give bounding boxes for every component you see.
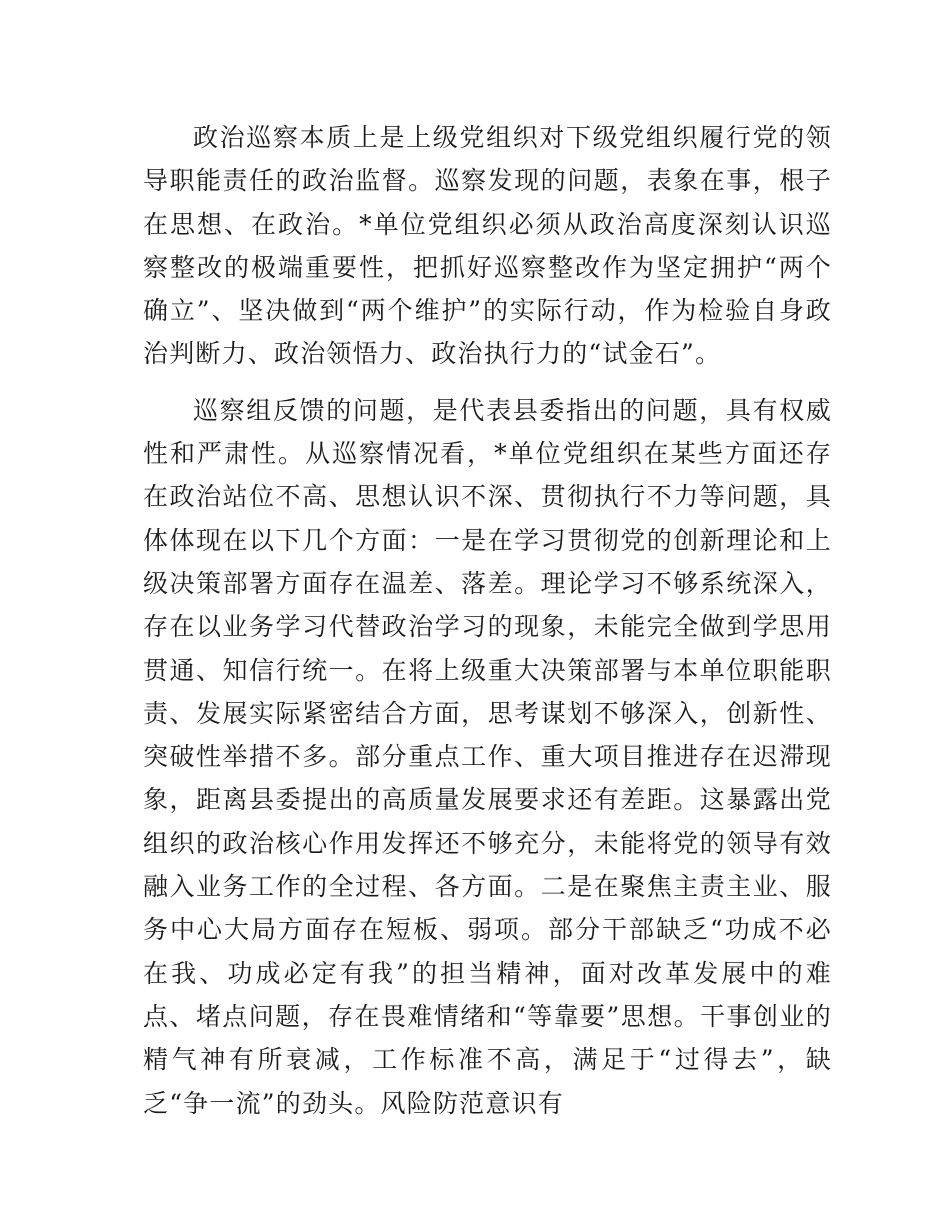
paragraph-feedback-issues: 巡察组反馈的问题，是代表县委指出的问题，具有权威性和严肃性。从巡察情况看，*单位党组织在某些方面还存在政治站位不高、思想认识不深、贯彻执行不力等问题，具体体现在以下几个方面：一是在学习贯彻党的创新理论和上级决策部署方面存在温差、落差。理论学习不够系统深入，存在以业务学习代替政治学习的现象，未能完全做到学思用贯通、知信行统一。在将上级重大决策部署与本单位职能职责、发展实际紧密结合方面，思考谋划不够深入，创新性、突破性举措不多。部分重点工作、重大项目推进存在迟滞现象，距离县委提出的高质量发展要求还有差距。这暴露出党组织的政治核心作用发挥还不够充分，未能将党的领导有效融入业务工作的全过程、各方面。二是在聚焦主责主业、服务中心大局方面存在短板、弱项。部分干部缺乏“功成不必在我、功成必定有我”的担当精神，面对改革发展中的难点、堵点问题，存在畏难情绪和“等靠要”思想。干事创业的精气神有所衰减，工作标准不高，满足于“过得去”，缺乏“争一流”的劲头。风险防范意识有 [143,395,832,1118]
paragraph-political-inspection: 政治巡察本质上是上级党组织对下级党组织履行党的领导职能责任的政治监督。巡察发现的问题，表象在事，根子在思想、在政治。*单位党组织必须从政治高度深刻认识巡察整改的极端重要性，把抓好巡察整改作为坚定拥护“两个确立”、坚决做到“两个维护”的实际行动，作为检验自身政治判断力、政治领悟力、政治执行力的“试金石”。 [143,123,832,369]
